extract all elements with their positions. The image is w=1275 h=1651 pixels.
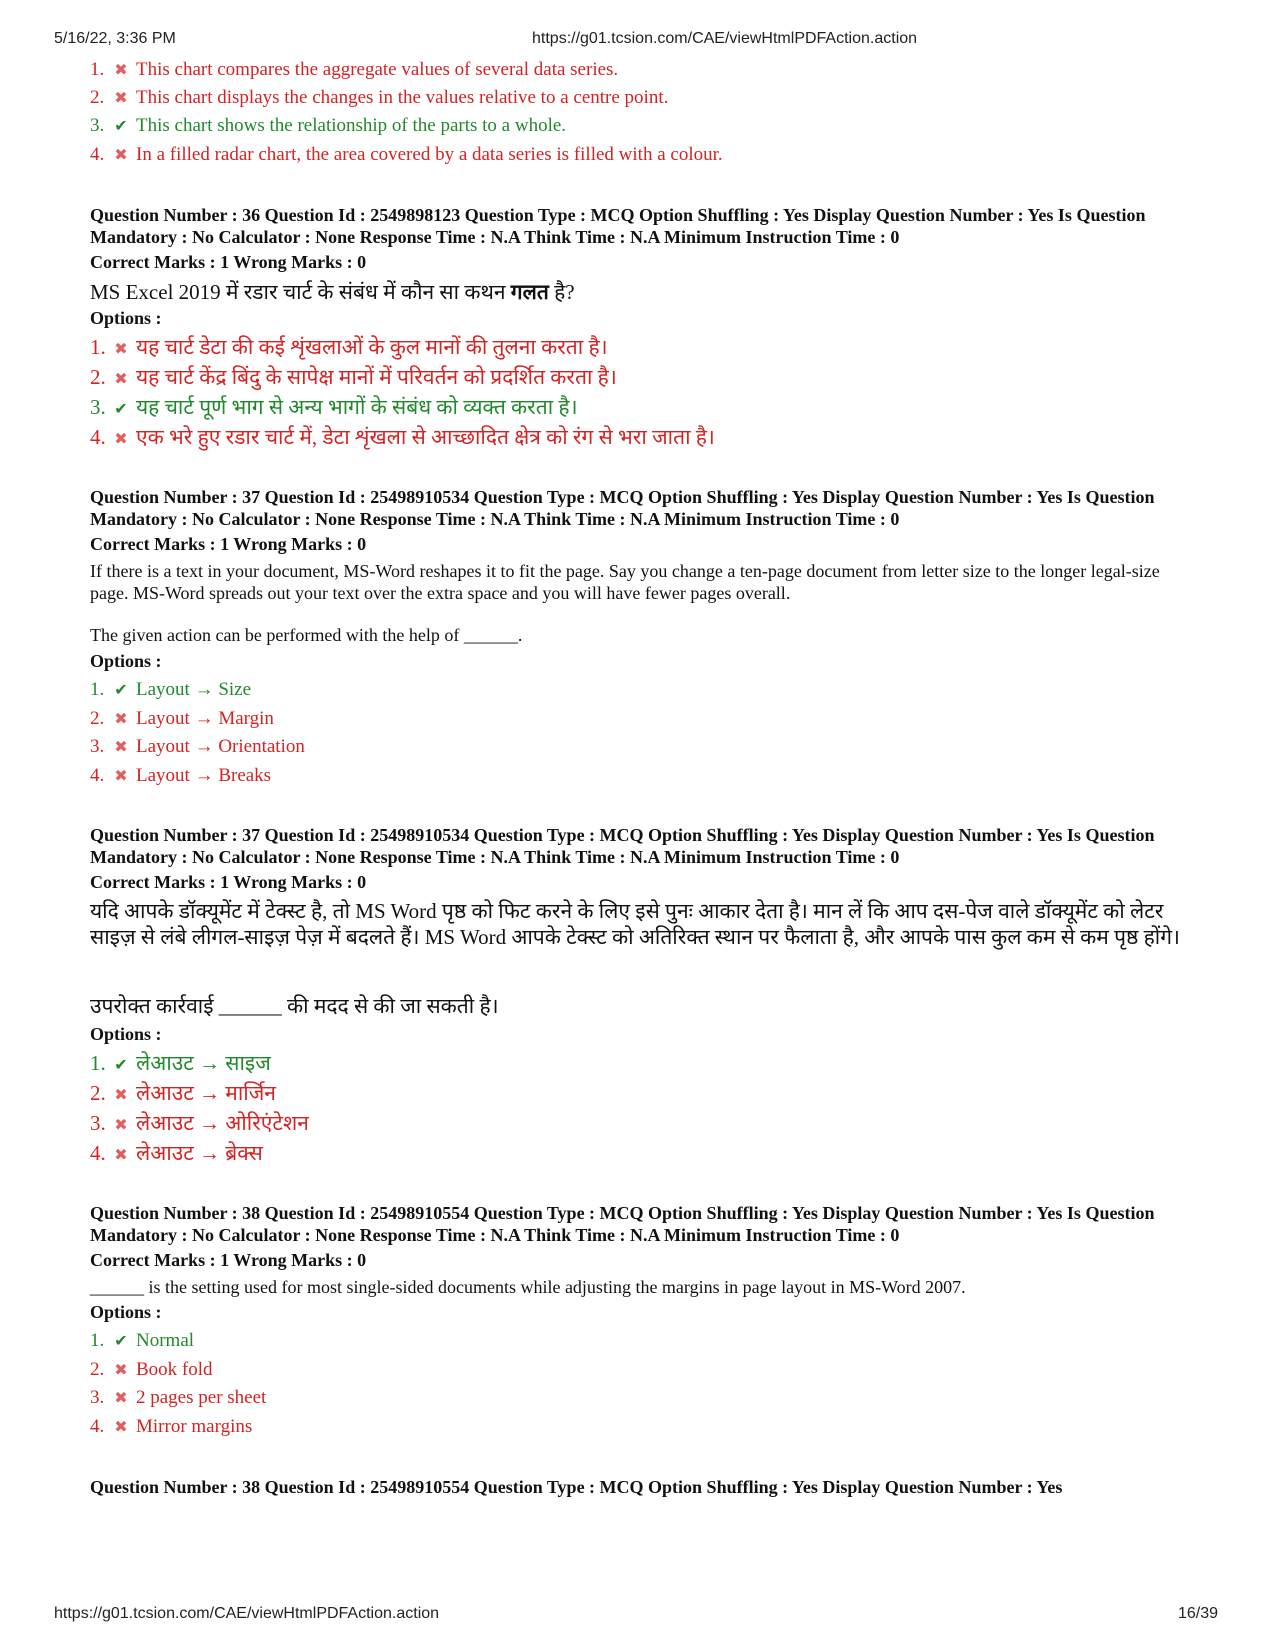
question-header: Question Number : 37 Question Id : 25498910534 Question Type : MCQ Option Shuffling : Yes Display Question Number : Yes Is Question Mandatory : No Calculator : None Response Time : N.A Think Time : N.A Minimum Instruction Time : 0 xyxy=(90,825,1155,867)
cross-icon: ✖ xyxy=(114,1419,128,1436)
check-icon: ✔ xyxy=(114,401,128,418)
question-header: Question Number : 37 Question Id : 25498910534 Question Type : MCQ Option Shuffling : Yes Display Question Number : Yes Is Question Mandatory : No Calculator : None Response Time : N.A Think Time : N.A Minimum Instruction Time : 0 xyxy=(90,487,1155,529)
cross-icon: ✖ xyxy=(114,1117,128,1134)
option-item: 1. ✖ यह चार्ट डेटा की कई शृंखलाओं के कुल मानों की तुलना करता है। xyxy=(90,335,608,362)
option-item: 2. ✖ यह चार्ट केंद्र बिंदु के सापेक्ष मानों में परिवर्तन को प्रदर्शित करता है। xyxy=(90,365,617,392)
option-item: 4. ✖ Mirror margins xyxy=(90,1415,252,1440)
cross-icon: ✖ xyxy=(114,371,128,388)
option-item: 2. ✖ Layout → Margin xyxy=(90,707,274,732)
check-icon: ✔ xyxy=(114,118,128,135)
question-header: Question Number : 38 Question Id : 25498910554 Question Type : MCQ Option Shuffling : Yes Display Question Number : Yes Is Question Mandatory : No Calculator : None Response Time : N.A Think Time : N.A Minimum Instruction Time : 0 xyxy=(90,1203,1155,1245)
cross-icon: ✖ xyxy=(114,341,128,358)
footer-url: https://g01.tcsion.com/CAE/viewHtmlPDFAction.action xyxy=(54,1605,440,1622)
question-text: यदि आपके डॉक्यूमेंट में टेक्स्ट है, तो MS Word पृष्ठ को फिट करने के लिए इसे पुनः आकार देता है। मान लें कि आप दस-पेज वाले डॉक्यूमेंट को लेटर साइज़ से लंबे लीगल-साइज़ पेज़ में बदलते हैं। MS Word आपके टेक्स्ट को अतिरिक्त स्थान पर फैलाता है, और आपके पास कुल कम से कम पृष्ठ होंगे। xyxy=(90,899,1181,949)
cross-icon: ✖ xyxy=(114,431,128,448)
question-text: MS Excel 2019 में रडार चार्ट के संबंध में कौन सा कथन गलत है? xyxy=(90,280,575,304)
cross-icon: ✖ xyxy=(114,147,128,164)
cross-icon: ✖ xyxy=(114,1390,128,1407)
page-number: 16/39 xyxy=(1178,1605,1219,1622)
option-item: 3. ✖ 2 pages per sheet xyxy=(90,1386,266,1411)
question-text: If there is a text in your document, MS-Word reshapes it to fit the page. Say you change a ten-page document from letter size to the longer legal-size page. MS-Word spreads out your text over the extra space and you will have fewer pages overall. xyxy=(90,561,1160,603)
option-item: 3. ✔ यह चार्ट पूर्ण भाग से अन्य भागों के संबंध को व्यक्त करता है। xyxy=(90,395,578,422)
option-item: 3. ✖ Layout → Orientation xyxy=(90,735,305,760)
check-icon: ✔ xyxy=(114,1057,128,1074)
question-marks: Correct Marks : 1 Wrong Marks : 0 xyxy=(90,252,367,272)
question-text-2: The given action can be performed with the help of ______. xyxy=(90,625,523,645)
options-label: Options : xyxy=(90,1302,162,1322)
option-item: 4. ✖ Layout → Breaks xyxy=(90,764,271,789)
question-marks: Correct Marks : 1 Wrong Marks : 0 xyxy=(90,1250,367,1270)
cross-icon: ✖ xyxy=(114,1147,128,1164)
option-item: 2. ✖ This chart displays the changes in the values relative to a centre point. xyxy=(90,86,668,111)
options-label: Options : xyxy=(90,651,162,671)
question-header: Question Number : 38 Question Id : 25498910554 Question Type : MCQ Option Shuffling : Yes Display Question Number : Yes xyxy=(90,1477,1063,1497)
cross-icon: ✖ xyxy=(114,62,128,79)
option-item: 3. ✖ लेआउट → ओरिएंटेशन xyxy=(90,1111,309,1138)
option-item: 1. ✖ This chart compares the aggregate values of several data series. xyxy=(90,58,618,83)
cross-icon: ✖ xyxy=(114,1362,128,1379)
options-label: Options : xyxy=(90,1024,162,1044)
option-item: 2. ✖ Book fold xyxy=(90,1358,213,1383)
cross-icon: ✖ xyxy=(114,90,128,107)
option-item: 1. ✔ Layout → Size xyxy=(90,678,251,703)
cross-icon: ✖ xyxy=(114,768,128,785)
option-item: 1. ✔ Normal xyxy=(90,1329,194,1354)
question-header: Question Number : 36 Question Id : 2549898123 Question Type : MCQ Option Shuffling : Yes Display Question Number : Yes Is Question Mandatory : No Calculator : None Response Time : N.A Think Time : N.A Minimum Instruction Time : 0 xyxy=(90,205,1146,247)
question-marks: Correct Marks : 1 Wrong Marks : 0 xyxy=(90,534,367,554)
cross-icon: ✖ xyxy=(114,711,128,728)
option-item: 3. ✔ This chart shows the relationship of the parts to a whole. xyxy=(90,114,566,139)
question-text: ______ is the setting used for most single-sided documents while adjusting the margins in page layout in MS-Word 2007. xyxy=(90,1277,966,1297)
option-item: 4. ✖ In a filled radar chart, the area covered by a data series is filled with a colour. xyxy=(90,143,723,168)
question-text-2: उपरोक्त कार्रवाई ______ की मदद से की जा सकती है। xyxy=(90,994,499,1018)
print-url: https://g01.tcsion.com/CAE/viewHtmlPDFAction.action xyxy=(532,30,918,47)
option-item: 4. ✖ एक भरे हुए रडार चार्ट में, डेटा शृंखला से आच्छादित क्षेत्र को रंग से भरा जाता है। xyxy=(90,425,715,452)
options-label: Options : xyxy=(90,308,162,328)
cross-icon: ✖ xyxy=(114,739,128,756)
option-item: 2. ✖ लेआउट → मार्जिन xyxy=(90,1081,276,1108)
question-marks: Correct Marks : 1 Wrong Marks : 0 xyxy=(90,872,367,892)
check-icon: ✔ xyxy=(114,1333,128,1350)
option-item: 4. ✖ लेआउट → ब्रेक्स xyxy=(90,1141,263,1168)
print-date: 5/16/22, 3:36 PM xyxy=(54,30,176,47)
cross-icon: ✖ xyxy=(114,1087,128,1104)
check-icon: ✔ xyxy=(114,682,128,699)
option-item: 1. ✔ लेआउट → साइज xyxy=(90,1051,271,1078)
